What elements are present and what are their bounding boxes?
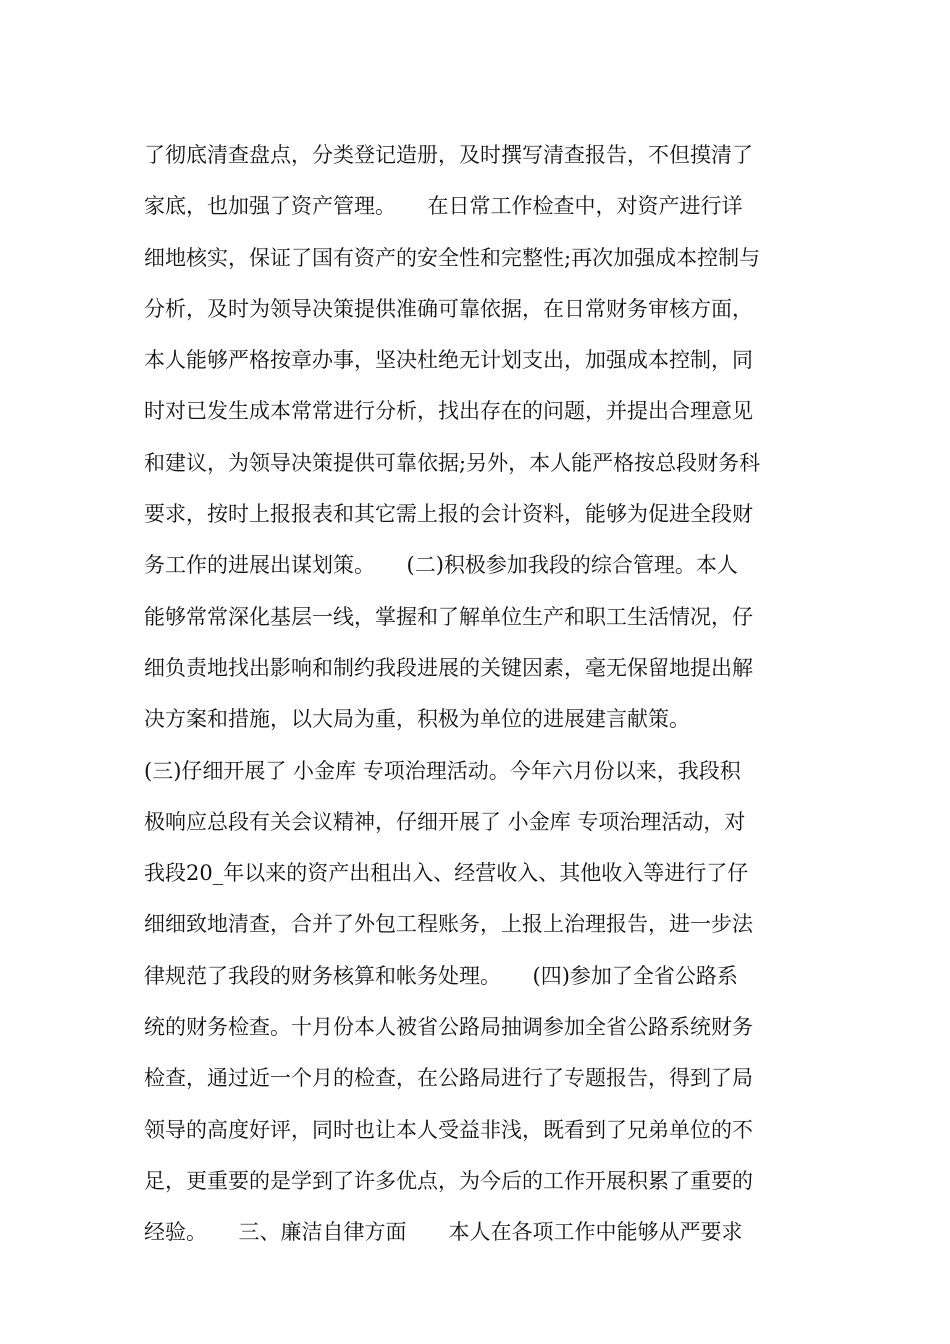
- text-line: 分析，及时为领导决策提供准确可靠依据，在日常财务审核方面，: [144, 296, 753, 321]
- text-line: 时对已发生成本常常进行分析，找出存在的问题，并提出合理意见: [144, 399, 753, 424]
- text-line: 家底，也加强了资产管理。 在日常工作检查中，对资产进行详: [144, 194, 743, 219]
- text-line: 和建议，为领导决策提供可靠依据;另外，本人能严格按总段财务科: [144, 450, 761, 475]
- text-line: 能够常常深化基层一线，掌握和了解单位生产和职工生活情况，仔: [144, 604, 753, 629]
- text-line: 律规范了我段的财务核算和帐务处理。 (四)参加了全省公路系: [144, 963, 738, 988]
- text-line: 细细致地清查，合并了外包工程账务，上报上治理报告，进一步法: [144, 912, 753, 937]
- text-line: 足，更重要的是学到了许多优点，为今后的工作开展积累了重要的: [144, 1168, 753, 1193]
- body-text: [144, 130, 814, 1259]
- text-line: 务工作的进展出谋划策。 (二)积极参加我段的综合管理。本人: [144, 553, 738, 578]
- text-line: 极响应总段有关会议精神，仔细开展了 小金库 专项治理活动，对: [144, 809, 746, 834]
- text-line: 检查，通过近一个月的检查，在公路局进行了专题报告，得到了局: [144, 1066, 753, 1091]
- text-line: 细地核实，保证了国有资产的安全性和完整性;再次加强成本控制与: [144, 245, 761, 270]
- text-line: 本人能够严格按章办事，坚决杜绝无计划支出，加强成本控制，同: [144, 348, 753, 373]
- text-line: 领导的高度好评，同时也让本人受益非浅，既看到了兄弟单位的不: [144, 1117, 753, 1142]
- text-line: 我段20_年以来的资产出租出入、经营收入、其他收入等进行了仔: [144, 861, 749, 886]
- text-line: 要求，按时上报报表和其它需上报的会计资料，能够为促进全段财: [144, 502, 753, 527]
- text-line: 细负责地找出影响和制约我段进展的关键因素，毫无保留地提出解: [144, 655, 753, 680]
- text-line: (三)仔细开展了 小金库 专项治理活动。今年六月份以来，我段积: [144, 758, 741, 783]
- text-line: 经验。 三、廉洁自律方面 本人在各项工作中能够从严要求: [144, 1220, 743, 1245]
- text-line: 决方案和措施，以大局为重，积极为单位的进展建言献策。: [144, 707, 690, 732]
- text-line: 了彻底清查盘点，分类登记造册，及时撰写清查报告，不但摸清了: [144, 143, 753, 167]
- text-line: 统的财务检查。十月份本人被省公路局抽调参加全省公路系统财务: [144, 1015, 753, 1040]
